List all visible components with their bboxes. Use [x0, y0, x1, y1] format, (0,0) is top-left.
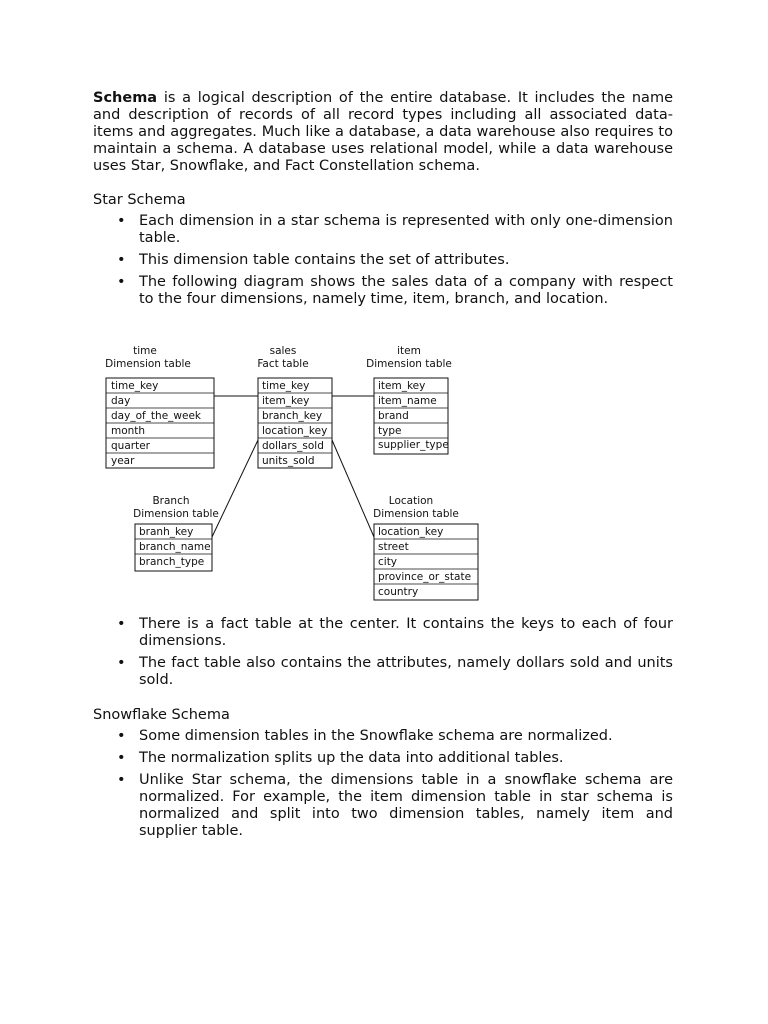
- location-subtitle: Dimension table: [373, 508, 459, 520]
- sales-title: sales: [269, 345, 297, 357]
- list-item: • Each dimension in a star schema is represented with only one-dimension table.: [117, 213, 673, 246]
- sales-field: dollars_sold: [262, 440, 324, 452]
- sales-location-link: [332, 440, 374, 537]
- branch-field: branh_key: [139, 526, 194, 538]
- snowflake-bullets: [93, 728, 673, 840]
- item-title: item: [397, 345, 421, 357]
- time-field: month: [111, 425, 146, 437]
- location-field: street: [378, 541, 409, 553]
- sales-subtitle: Fact table: [257, 358, 309, 370]
- list-item: • The normalization splits up the data into additional tables.: [117, 750, 564, 766]
- sales-field: time_key: [262, 380, 310, 392]
- list-item: • Unlike Star schema, the dimensions table in a snowflake schema are normalized. For example, the item dimension table in star schema is normalized and split into two dimension tables, namely item and supplier table.: [117, 772, 673, 839]
- list-item: • Some dimension tables in the Snowflake schema are normalized.: [117, 728, 613, 744]
- star-after-bullets: [93, 616, 673, 689]
- time-subtitle: Dimension table: [105, 358, 191, 370]
- document-page: [93, 90, 673, 308]
- location-field: location_key: [378, 526, 444, 538]
- item-field: item_key: [378, 380, 426, 392]
- sales-field: units_sold: [262, 455, 315, 467]
- time-field: time_key: [111, 380, 159, 392]
- star-bullets: [93, 213, 673, 308]
- item-field: item_name: [378, 395, 437, 407]
- branch-field: branch_type: [139, 556, 205, 568]
- location-field: province_or_state: [378, 571, 472, 583]
- star-schema-svg: [93, 340, 493, 605]
- schema-term: Schema: [93, 90, 158, 106]
- star-schema-heading: Star Schema: [93, 192, 186, 208]
- location-field: country: [378, 586, 419, 598]
- branch-subtitle: Dimension table: [133, 508, 219, 520]
- list-item: • The fact table also contains the attributes, namely dollars sold and units sold.: [117, 655, 673, 688]
- list-item: • There is a fact table at the center. It contains the keys to each of four dimensions.: [117, 616, 673, 649]
- list-item: • The following diagram shows the sales data of a company with respect to the four dimensions, namely time, item, branch, and location.: [117, 274, 673, 307]
- time-field: year: [111, 455, 135, 467]
- branch-field: branch_name: [139, 541, 211, 553]
- intro-paragraph: [93, 90, 673, 175]
- time-field: quarter: [111, 440, 150, 452]
- location-title: Location: [388, 495, 434, 507]
- time-field: day_of_the_week: [111, 410, 202, 422]
- branch-title: Branch: [152, 495, 190, 507]
- list-item: • This dimension table contains the set of attributes.: [117, 252, 510, 268]
- time-title: time: [133, 345, 157, 357]
- item-subtitle: Dimension table: [366, 358, 452, 370]
- item-field: type: [378, 425, 402, 437]
- time-field: day: [111, 395, 131, 407]
- location-field: city: [378, 556, 398, 568]
- item-field: supplier_type: [378, 439, 449, 451]
- sales-field: location_key: [262, 425, 328, 437]
- sales-field: branch_key: [262, 410, 323, 422]
- snowflake-schema-heading: Snowflake Schema: [93, 707, 230, 723]
- sales-field: item_key: [262, 395, 310, 407]
- star-schema-diagram: [93, 340, 493, 605]
- intro-text: is a logical description of the entire database. It includes the name and description of records of all record types including all associated data-items and aggregates. Much like a database, a data warehouse also requires to maintain a schema. A database uses relational model, while a data warehouse uses Star, Snowflake, and Fact Constellation schema.: [93, 90, 673, 174]
- item-field: brand: [378, 410, 409, 422]
- document-page-lower: [93, 616, 673, 840]
- sales-branch-link: [212, 440, 258, 537]
